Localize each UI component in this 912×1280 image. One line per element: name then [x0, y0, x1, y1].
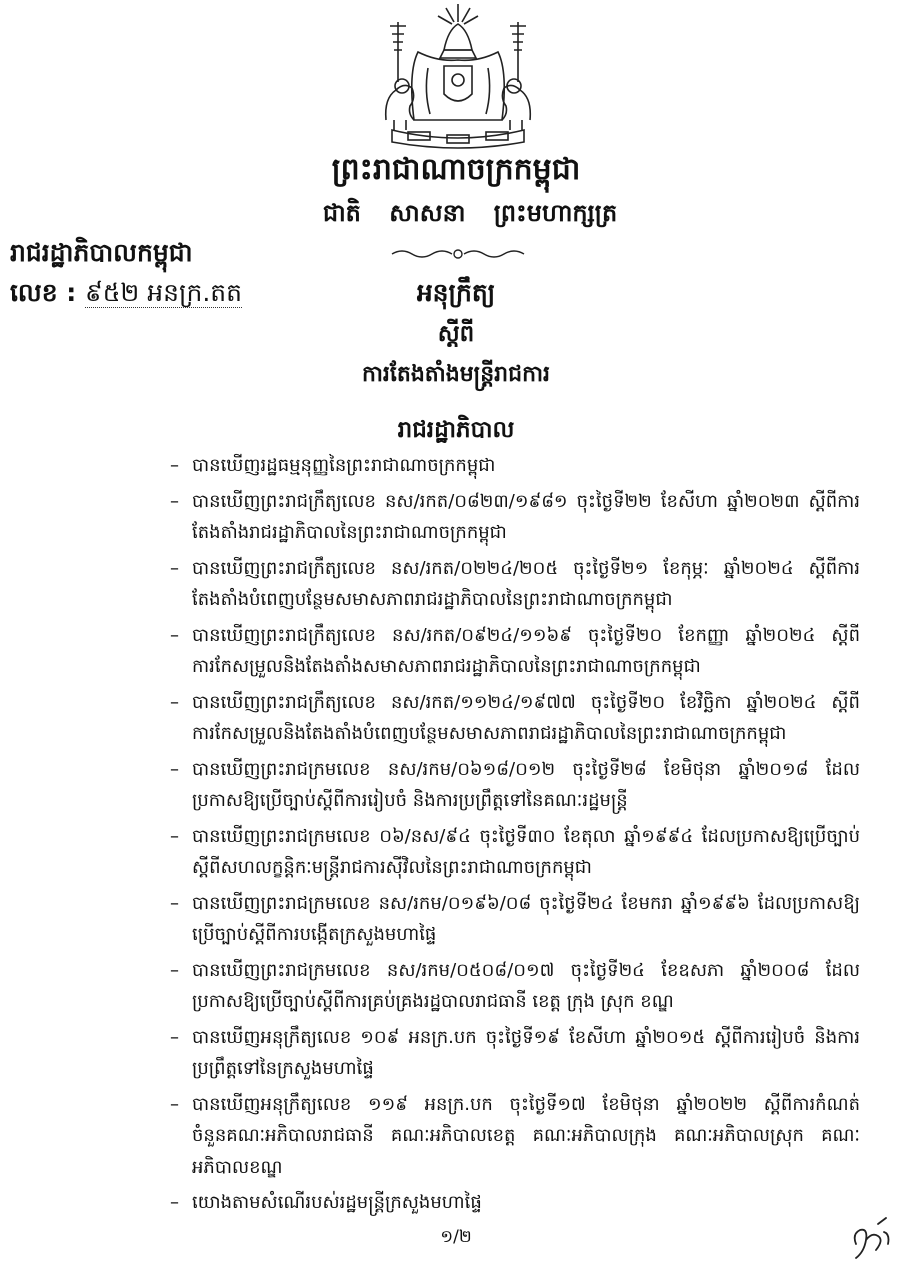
document-type: អនុក្រឹត្យ	[416, 278, 496, 307]
preamble-clauses	[170, 450, 860, 1223]
clause-text: បានឃើញព្រះរាជក្រមលេខ នស/រកម/០៦១៨/០១២ ចុះថ្ងៃទី២៨ ខែមិថុនា ឆ្នាំ២០១៨ ដែលប្រកាសឱ្យប្រើច្បាប់ស្តីពីការរៀបចំ និងការប្រព្រឹត្តទៅនៃគណៈរដ្ឋមន្ត្រី	[192, 758, 860, 811]
clause-text: បានឃើញព្រះរាជក្រមលេខ នស/រកម/០៥០៨/០១៧ ចុះថ្ងៃទី២៤ ខែឧសភា ឆ្នាំ២០០៨ ដែលប្រកាសឱ្យប្រើច្បាប់ស្តីពីការគ្រប់គ្រងរដ្ឋបាលរាជធានី ខេត្ត ក្រុង ស្រុក ខណ្ឌ	[192, 959, 860, 1012]
clause-text: បានឃើញព្រះរាជក្រមលេខ ០៦/នស/៩៤ ចុះថ្ងៃទី៣០ ខែតុលា ឆ្នាំ១៩៩៤ ដែលប្រកាសឱ្យប្រើច្បាប់ស្តីពីសហលក្ខន្តិកៈមន្ត្រីរាជការស៊ីវិលនៃព្រះរាជាណាចក្រកម្ពុជា	[192, 825, 860, 878]
clause-text: បានឃើញព្រះរាជក្រឹត្យលេខ នស/រកត/០៨២៣/១៩៨១ ចុះថ្ងៃទី២២ ខែសីហា ឆ្នាំ២០២៣ ស្តីពីការតែងតាំងរាជរដ្ឋាភិបាលនៃព្រះរាជាណាចក្រកម្ពុជា	[192, 490, 860, 543]
document-subject: ការតែងតាំងមន្ត្រីរាជការ	[361, 362, 551, 387]
decorative-divider-icon	[388, 246, 528, 262]
clause-item: – បានឃើញព្រះរាជក្រឹត្យលេខ នស/រកត/០៨២៣/១៩៨១ ចុះថ្ងៃទី២២ ខែសីហា ឆ្នាំ២០២៣ ស្តីពីការតែងតាំងរាជរដ្ឋាភិបាលនៃព្រះរាជាណាចក្រកម្ពុជា	[170, 486, 860, 549]
page-number: ១/២	[440, 1227, 472, 1247]
royal-arms-emblem	[378, 2, 538, 152]
handwritten-initials-icon	[848, 1214, 894, 1264]
clause-item: – បានឃើញព្រះរាជក្រមលេខ នស/រកម/០១៩៦/០៨ ចុះថ្ងៃទី២៤ ខែមករា ឆ្នាំ១៩៩៦ ដែលប្រកាសឱ្យប្រើច្បាប់ស្តីពីការបង្កើតក្រសួងមហាផ្ទៃ	[170, 888, 860, 951]
clause-item: – បានឃើញអនុក្រឹត្យលេខ ១១៩ អនក្រ.បក ចុះថ្ងៃទី១៧ ខែមិថុនា ឆ្នាំ២០២២ ស្តីពីការកំណត់ចំនួនគណៈអភិបាលរាជធានី គណៈអភិបាលខេត្ត គណៈអភិបាលក្រុង គណៈអភិបាលស្រុក គណៈអភិបាលខណ្ឌ	[170, 1089, 860, 1184]
issuing-body: រាជរដ្ឋាភិបាល	[397, 417, 515, 443]
reference-number: ៩៥២ អនក្រ.តត	[85, 278, 243, 307]
document-on: ស្តីពី	[437, 321, 475, 347]
clause-text: បានឃើញព្រះរាជក្រឹត្យលេខ នស/រកត/០៩២៤/១១៦៩ ចុះថ្ងៃទី២០ ខែកញ្ញា ឆ្នាំ២០២៤ ស្តីពីការកែសម្រួលនិងតែងតាំងសមាសភាពរាជរដ្ឋាភិបាលនៃព្រះរាជាណាចក្រកម្ពុជា	[192, 624, 860, 677]
issuing-government: រាជរដ្ឋាភិបាលកម្ពុជា	[10, 238, 193, 267]
national-motto: ជាតិ សាសនា ព្រះមហាក្សត្រ	[322, 199, 618, 227]
clause-item: – បានឃើញព្រះរាជក្រឹត្យលេខ នស/រកត/០២២៤/២០៥ ចុះថ្ងៃទី២១ ខែកុម្ភៈ ឆ្នាំ២០២៤ ស្តីពីការតែងតាំងបំពេញបន្ថែមសមាសភាពរាជរដ្ឋាភិបាលនៃព្រះរាជាណាចក្រកម្ពុជា	[170, 553, 860, 616]
clause-text: បានឃើញអនុក្រឹត្យលេខ ១០៩ អនក្រ.បក ចុះថ្ងៃទី១៩ ខែសីហា ឆ្នាំ២០១៥ ស្តីពីការរៀបចំ និងការប្រព្រឹត្តទៅនៃក្រសួងមហាផ្ទៃ	[192, 1026, 860, 1079]
royal-arms-icon	[378, 2, 538, 152]
clause-item: – បានឃើញព្រះរាជក្រមលេខ នស/រកម/០៥០៨/០១៧ ចុះថ្ងៃទី២៤ ខែឧសភា ឆ្នាំ២០០៨ ដែលប្រកាសឱ្យប្រើច្បាប់ស្តីពីការគ្រប់គ្រងរដ្ឋបាលរាជធានី ខេត្ត ក្រុង ស្រុក ខណ្ឌ	[170, 955, 860, 1018]
reference-prefix: លេខ :	[10, 278, 77, 307]
clause-item: – បានឃើញព្រះរាជក្រមលេខ ០៦/នស/៩៤ ចុះថ្ងៃទី៣០ ខែតុលា ឆ្នាំ១៩៩៤ ដែលប្រកាសឱ្យប្រើច្បាប់ស្តីពីសហលក្ខន្តិកៈមន្ត្រីរាជការស៊ីវិលនៃព្រះរាជាណាចក្រកម្ពុជា	[170, 821, 860, 884]
clause-item: – បានឃើញរដ្ឋធម្មនុញ្ញនៃព្រះរាជាណាចក្រកម្ពុជា	[170, 450, 860, 482]
clause-item: – បានឃើញព្រះរាជក្រមលេខ នស/រកម/០៦១៨/០១២ ចុះថ្ងៃទី២៨ ខែមិថុនា ឆ្នាំ២០១៨ ដែលប្រកាសឱ្យប្រើច្បាប់ស្តីពីការរៀបចំ និងការប្រព្រឹត្តទៅនៃគណៈរដ្ឋមន្ត្រី	[170, 754, 860, 817]
clause-item: – យោងតាមសំណើរបស់រដ្ឋមន្ត្រីក្រសួងមហាផ្ទៃ	[170, 1187, 860, 1219]
clause-text: បានឃើញអនុក្រឹត្យលេខ ១១៩ អនក្រ.បក ចុះថ្ងៃទី១៧ ខែមិថុនា ឆ្នាំ២០២២ ស្តីពីការកំណត់ចំនួនគណៈអភិបាលរាជធានី គណៈអភិបាលខេត្ត គណៈអភិបាលក្រុង គណៈអភិបាលស្រុក គណៈអភិបាលខណ្ឌ	[192, 1093, 860, 1178]
clause-text: បានឃើញរដ្ឋធម្មនុញ្ញនៃព្រះរាជាណាចក្រកម្ពុជា	[192, 455, 496, 476]
clause-item: – បានឃើញព្រះរាជក្រឹត្យលេខ នស/រកត/០៩២៤/១១៦៩ ចុះថ្ងៃទី២០ ខែកញ្ញា ឆ្នាំ២០២៤ ស្តីពីការកែសម្រួលនិងតែងតាំងសមាសភាពរាជរដ្ឋាភិបាលនៃព្រះរាជាណាចក្រកម្ពុជា	[170, 620, 860, 683]
clause-text: បានឃើញព្រះរាជក្រឹត្យលេខ នស/រកត/១១២៤/១៩៧៧ ចុះថ្ងៃទី២០ ខែវិច្ឆិកា ឆ្នាំ២០២៤ ស្តីពីការកែសម្រួលនិងតែងតាំងបំពេញបន្ថែមសមាសភាពរាជរដ្ឋាភិបាលនៃព្រះរាជាណាចក្រកម្ពុជា	[192, 691, 860, 744]
clause-text: បានឃើញព្រះរាជក្រមលេខ នស/រកម/០១៩៦/០៨ ចុះថ្ងៃទី២៤ ខែមករា ឆ្នាំ១៩៩៦ ដែលប្រកាសឱ្យប្រើច្បាប់ស្តីពីការបង្កើតក្រសួងមហាផ្ទៃ	[192, 892, 860, 945]
clause-text: បានឃើញព្រះរាជក្រឹត្យលេខ នស/រកត/០២២៤/២០៥ ចុះថ្ងៃទី២១ ខែកុម្ភៈ ឆ្នាំ២០២៤ ស្តីពីការតែងតាំងបំពេញបន្ថែមសមាសភាពរាជរដ្ឋាភិបាលនៃព្រះរាជាណាចក្រកម្ពុជា	[192, 557, 860, 610]
clause-item: – បានឃើញព្រះរាជក្រឹត្យលេខ នស/រកត/១១២៤/១៩៧៧ ចុះថ្ងៃទី២០ ខែវិច្ឆិកា ឆ្នាំ២០២៤ ស្តីពីការកែសម្រួលនិងតែងតាំងបំពេញបន្ថែមសមាសភាពរាជរដ្ឋាភិបាលនៃព្រះរាជាណាចក្រកម្ពុជា	[170, 687, 860, 750]
clause-text: យោងតាមសំណើរបស់រដ្ឋមន្ត្រីក្រសួងមហាផ្ទៃ	[192, 1192, 482, 1213]
kingdom-title: ព្រះរាជាណាចក្រកម្ពុជា	[331, 152, 581, 187]
clause-item: – បានឃើញអនុក្រឹត្យលេខ ១០៩ អនក្រ.បក ចុះថ្ងៃទី១៩ ខែសីហា ឆ្នាំ២០១៥ ស្តីពីការរៀបចំ និងការប្រព្រឹត្តទៅនៃក្រសួងមហាផ្ទៃ	[170, 1022, 860, 1085]
